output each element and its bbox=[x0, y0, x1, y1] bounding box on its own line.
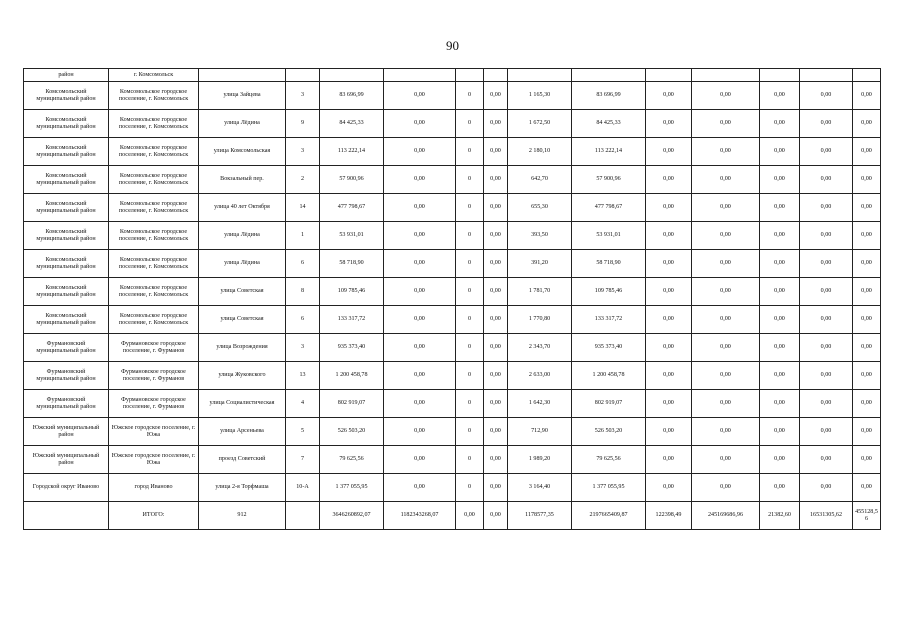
table-cell: 1 770,80 bbox=[508, 306, 572, 334]
table-cell: 935 373,40 bbox=[320, 334, 384, 362]
table-cell: 53 931,01 bbox=[320, 222, 384, 250]
table-cell: 133 317,72 bbox=[320, 306, 384, 334]
table-cell: 0,00 bbox=[484, 334, 508, 362]
table-cell: 0,00 bbox=[646, 166, 692, 194]
table-cell: Городской округ Иваново bbox=[24, 474, 109, 502]
table-cell: 0,00 bbox=[853, 250, 881, 278]
table-cell: 0 bbox=[456, 334, 484, 362]
table-cell: 0,00 bbox=[853, 306, 881, 334]
table-cell: 0,00 bbox=[692, 446, 760, 474]
table-cell: 0 bbox=[456, 418, 484, 446]
total-empty-cell bbox=[286, 502, 320, 530]
table-cell: 0,00 bbox=[853, 138, 881, 166]
table-cell: улица Лёдина bbox=[199, 222, 286, 250]
table-cell: Комсомольский муниципальный район bbox=[24, 166, 109, 194]
table-cell: 0,00 bbox=[853, 110, 881, 138]
table-cell: Комсомольский муниципальный район bbox=[24, 194, 109, 222]
table-cell: 526 503,20 bbox=[572, 418, 646, 446]
table-cell: Комсомольский муниципальный район bbox=[24, 222, 109, 250]
table-cell: 1 377 055,95 bbox=[572, 474, 646, 502]
table-row bbox=[24, 138, 881, 166]
table-cell: 0,00 bbox=[800, 194, 853, 222]
table-cell: 0,00 bbox=[646, 222, 692, 250]
table-cell: 0,00 bbox=[760, 110, 800, 138]
page-number: 90 bbox=[446, 38, 459, 53]
table-cell: 0,00 bbox=[484, 138, 508, 166]
table-cell: проезд Советский bbox=[199, 446, 286, 474]
table-cell: 0,00 bbox=[484, 362, 508, 390]
table-cell: 3 164,40 bbox=[508, 474, 572, 502]
table-row bbox=[24, 69, 881, 82]
table-cell bbox=[199, 69, 286, 82]
table-cell: 0,00 bbox=[760, 362, 800, 390]
table-cell: 0,00 bbox=[384, 418, 456, 446]
table-cell: 0,00 bbox=[760, 474, 800, 502]
table-cell: 0,00 bbox=[853, 474, 881, 502]
table-row bbox=[24, 222, 881, 250]
table-cell: 0,00 bbox=[484, 250, 508, 278]
table-cell: 83 696,99 bbox=[320, 82, 384, 110]
total-value: 0,00 bbox=[456, 502, 484, 530]
table-cell: 0,00 bbox=[760, 446, 800, 474]
table-cell: 8 bbox=[286, 278, 320, 306]
table-cell: 2 bbox=[286, 166, 320, 194]
table-cell: 1 989,20 bbox=[508, 446, 572, 474]
total-value: 122398,49 bbox=[646, 502, 692, 530]
table-cell: 0,00 bbox=[384, 222, 456, 250]
table-cell: Вокзальный пер. bbox=[199, 166, 286, 194]
table-cell: 0 bbox=[456, 194, 484, 222]
table-cell: 0,00 bbox=[760, 334, 800, 362]
table-cell: улица Возрождения bbox=[199, 334, 286, 362]
table-cell: 0,00 bbox=[646, 278, 692, 306]
table-cell: 0,00 bbox=[692, 250, 760, 278]
table-cell: 0,00 bbox=[384, 334, 456, 362]
table-cell: 0,00 bbox=[646, 334, 692, 362]
table-cell: 0,00 bbox=[692, 362, 760, 390]
table-cell: 133 317,72 bbox=[572, 306, 646, 334]
table-cell: 0,00 bbox=[692, 138, 760, 166]
table-cell bbox=[572, 69, 646, 82]
table-cell: 0 bbox=[456, 138, 484, 166]
table-cell: 79 625,56 bbox=[320, 446, 384, 474]
table-row bbox=[24, 82, 881, 110]
table-cell: 0,00 bbox=[692, 474, 760, 502]
table-cell: 109 785,46 bbox=[572, 278, 646, 306]
table-cell bbox=[484, 69, 508, 82]
table-cell: 0,00 bbox=[384, 138, 456, 166]
table-row bbox=[24, 250, 881, 278]
table-cell: Комсомольское городское поселение, г. Комсомольск bbox=[109, 250, 199, 278]
table-cell: Комсомольский муниципальный район bbox=[24, 110, 109, 138]
table-cell: 712,90 bbox=[508, 418, 572, 446]
table-cell: 0,00 bbox=[384, 110, 456, 138]
table-cell: район bbox=[24, 69, 109, 82]
table-cell: 113 222,14 bbox=[572, 138, 646, 166]
table-cell: 5 bbox=[286, 418, 320, 446]
table-cell bbox=[320, 69, 384, 82]
table-cell: улица Жуковского bbox=[199, 362, 286, 390]
table-row bbox=[24, 474, 881, 502]
table-cell: 6 bbox=[286, 306, 320, 334]
table-cell: Фурмановское городское поселение, г. Фурманов bbox=[109, 334, 199, 362]
table-cell: 0,00 bbox=[800, 306, 853, 334]
table-cell: 0 bbox=[456, 222, 484, 250]
table-cell: 0,00 bbox=[484, 446, 508, 474]
table-cell: Комсомольское городское поселение, г. Комсомольск bbox=[109, 138, 199, 166]
table-cell: 1 200 458,78 bbox=[320, 362, 384, 390]
table-cell: 0 bbox=[456, 82, 484, 110]
table-row bbox=[24, 166, 881, 194]
table-cell: 393,50 bbox=[508, 222, 572, 250]
table-cell: 477 798,67 bbox=[320, 194, 384, 222]
table-cell: 0,00 bbox=[760, 250, 800, 278]
table-cell: 0,00 bbox=[800, 446, 853, 474]
table-cell: Фурмановское городское поселение, г. Фурманов bbox=[109, 390, 199, 418]
table-row bbox=[24, 418, 881, 446]
table-cell: 0,00 bbox=[692, 306, 760, 334]
table-cell: 4 bbox=[286, 390, 320, 418]
table-cell bbox=[384, 69, 456, 82]
table-cell: 0,00 bbox=[800, 362, 853, 390]
table-cell: 0,00 bbox=[484, 474, 508, 502]
table-cell bbox=[286, 69, 320, 82]
table-cell: 802 919,07 bbox=[572, 390, 646, 418]
table-row bbox=[24, 390, 881, 418]
table-cell bbox=[692, 69, 760, 82]
total-row bbox=[24, 502, 881, 530]
table-cell: Комсомольский муниципальный район bbox=[24, 138, 109, 166]
table-cell: 0,00 bbox=[692, 418, 760, 446]
total-label: ИТОГО: bbox=[109, 502, 199, 530]
table-cell: 79 625,56 bbox=[572, 446, 646, 474]
table-cell: Фурмановский муниципальный район bbox=[24, 334, 109, 362]
table-cell: 0,00 bbox=[484, 82, 508, 110]
total-value: 2197665409,87 bbox=[572, 502, 646, 530]
table-cell: 0,00 bbox=[484, 166, 508, 194]
table-cell: 0,00 bbox=[384, 166, 456, 194]
table-row bbox=[24, 194, 881, 222]
table-cell: 0,00 bbox=[800, 418, 853, 446]
table-cell: 0,00 bbox=[800, 278, 853, 306]
table-cell: 3 bbox=[286, 138, 320, 166]
table-cell: улица 2-я Торфмаша bbox=[199, 474, 286, 502]
table-cell: 0,00 bbox=[484, 306, 508, 334]
table-cell: 0,00 bbox=[800, 474, 853, 502]
table-cell: 0,00 bbox=[800, 250, 853, 278]
table-cell: 14 bbox=[286, 194, 320, 222]
table-cell: 0,00 bbox=[800, 82, 853, 110]
table-cell: 0,00 bbox=[853, 390, 881, 418]
table-cell: Комсомольское городское поселение, г. Комсомольск bbox=[109, 278, 199, 306]
table-cell: 0,00 bbox=[760, 82, 800, 110]
table-cell: 0,00 bbox=[853, 82, 881, 110]
total-value: 3646260892,07 bbox=[320, 502, 384, 530]
table-cell bbox=[800, 69, 853, 82]
table-cell: 0,00 bbox=[853, 446, 881, 474]
table-cell: 109 785,46 bbox=[320, 278, 384, 306]
table-cell: 1 bbox=[286, 222, 320, 250]
table-cell: 9 bbox=[286, 110, 320, 138]
table-cell: 0,00 bbox=[384, 306, 456, 334]
table-cell: улица Советская bbox=[199, 278, 286, 306]
table-cell: 84 425,33 bbox=[320, 110, 384, 138]
table-cell: 0 bbox=[456, 166, 484, 194]
table-cell bbox=[760, 69, 800, 82]
table-cell: 0,00 bbox=[646, 194, 692, 222]
table-cell: 0 bbox=[456, 278, 484, 306]
table-cell: 0,00 bbox=[646, 390, 692, 418]
table-cell: 0,00 bbox=[646, 362, 692, 390]
table-cell: 0,00 bbox=[760, 390, 800, 418]
table-cell: 53 931,01 bbox=[572, 222, 646, 250]
table-cell: 6 bbox=[286, 250, 320, 278]
table-cell: улица Советская bbox=[199, 306, 286, 334]
table-cell: 0,00 bbox=[484, 390, 508, 418]
table-cell: 3 bbox=[286, 82, 320, 110]
table-cell: улица Комсомольская bbox=[199, 138, 286, 166]
table-cell bbox=[456, 69, 484, 82]
report-table bbox=[23, 68, 881, 530]
table-cell: 1 200 458,78 bbox=[572, 362, 646, 390]
table-cell bbox=[853, 69, 881, 82]
table-cell: 0,00 bbox=[646, 138, 692, 166]
table-cell: Фурмановский муниципальный район bbox=[24, 390, 109, 418]
table-cell: 57 900,96 bbox=[572, 166, 646, 194]
table-cell: 113 222,14 bbox=[320, 138, 384, 166]
table-cell: 0 bbox=[456, 110, 484, 138]
table-cell: 0,00 bbox=[800, 334, 853, 362]
table-cell: 0 bbox=[456, 390, 484, 418]
table-cell: 0,00 bbox=[484, 418, 508, 446]
table-cell: 0,00 bbox=[853, 194, 881, 222]
table-cell: 0,00 bbox=[646, 446, 692, 474]
table-cell: 83 696,99 bbox=[572, 82, 646, 110]
table-cell: 1 165,30 bbox=[508, 82, 572, 110]
table-cell: 58 718,90 bbox=[572, 250, 646, 278]
table-cell: 0,00 bbox=[760, 278, 800, 306]
table-cell: 0,00 bbox=[384, 446, 456, 474]
table-cell: 57 900,96 bbox=[320, 166, 384, 194]
table-cell: 0,00 bbox=[853, 334, 881, 362]
table-cell: 0,00 bbox=[760, 306, 800, 334]
table-cell: 0,00 bbox=[853, 278, 881, 306]
table-row bbox=[24, 334, 881, 362]
table-cell: г. Комсомольск bbox=[109, 69, 199, 82]
table-cell: 935 373,40 bbox=[572, 334, 646, 362]
table-cell: 0,00 bbox=[800, 138, 853, 166]
table-cell: 0,00 bbox=[384, 82, 456, 110]
table-cell: 0 bbox=[456, 362, 484, 390]
table-row bbox=[24, 446, 881, 474]
table-cell: 0,00 bbox=[646, 250, 692, 278]
table-cell: 84 425,33 bbox=[572, 110, 646, 138]
total-empty-cell bbox=[24, 502, 109, 530]
table-cell: Комсомольское городское поселение, г. Комсомольск bbox=[109, 222, 199, 250]
table-cell: 2 633,00 bbox=[508, 362, 572, 390]
table-cell: Фурмановское городское поселение, г. Фурманов bbox=[109, 362, 199, 390]
total-value: 455128,56 bbox=[853, 502, 881, 530]
table-cell: 10-А bbox=[286, 474, 320, 502]
table-cell: 0,00 bbox=[760, 418, 800, 446]
table-cell: Комсомольский муниципальный район bbox=[24, 250, 109, 278]
table-cell: 0,00 bbox=[646, 110, 692, 138]
table-cell: 13 bbox=[286, 362, 320, 390]
table-cell: 2 343,70 bbox=[508, 334, 572, 362]
table-cell: 0,00 bbox=[484, 194, 508, 222]
table-row bbox=[24, 278, 881, 306]
table-cell bbox=[508, 69, 572, 82]
table-cell: 0,00 bbox=[800, 390, 853, 418]
table-cell: 0,00 bbox=[484, 278, 508, 306]
table-cell: 0,00 bbox=[484, 110, 508, 138]
table-cell: 0,00 bbox=[384, 474, 456, 502]
table-cell: 802 919,07 bbox=[320, 390, 384, 418]
table-cell: 0 bbox=[456, 306, 484, 334]
table-cell: 0,00 bbox=[692, 334, 760, 362]
table-cell: 477 798,67 bbox=[572, 194, 646, 222]
table-cell: 526 503,20 bbox=[320, 418, 384, 446]
table-cell: 0,00 bbox=[646, 418, 692, 446]
table-cell bbox=[646, 69, 692, 82]
table-cell: 0,00 bbox=[760, 222, 800, 250]
table-cell: Комсомольское городское поселение, г. Комсомольск bbox=[109, 166, 199, 194]
table-cell: 0,00 bbox=[484, 222, 508, 250]
total-value: 16531305,62 bbox=[800, 502, 853, 530]
table-cell: 0,00 bbox=[384, 390, 456, 418]
table-cell: 0 bbox=[456, 250, 484, 278]
table-cell: 0,00 bbox=[384, 250, 456, 278]
table-body bbox=[24, 69, 881, 530]
table-cell: Комсомольское городское поселение, г. Комсомольск bbox=[109, 306, 199, 334]
table-cell: 1 377 055,95 bbox=[320, 474, 384, 502]
total-value: 1182343268,07 bbox=[384, 502, 456, 530]
table-cell: 0,00 bbox=[760, 194, 800, 222]
table-cell: Комсомольское городское поселение, г. Комсомольск bbox=[109, 194, 199, 222]
table-cell: 2 180,10 bbox=[508, 138, 572, 166]
table-cell: 0,00 bbox=[384, 194, 456, 222]
table-cell: улица Социалистическая bbox=[199, 390, 286, 418]
total-value: 1178577,35 bbox=[508, 502, 572, 530]
table-cell: Южское городское поселение, г. Южа bbox=[109, 446, 199, 474]
table-cell: 0,00 bbox=[853, 418, 881, 446]
total-value: 0,00 bbox=[484, 502, 508, 530]
table-cell: город Иваново bbox=[109, 474, 199, 502]
table-cell: 1 642,30 bbox=[508, 390, 572, 418]
table-row bbox=[24, 110, 881, 138]
table-cell: 0,00 bbox=[384, 362, 456, 390]
table-cell: 0,00 bbox=[853, 222, 881, 250]
table-cell: 0 bbox=[456, 446, 484, 474]
table-cell: 642,70 bbox=[508, 166, 572, 194]
table-cell: 0,00 bbox=[800, 222, 853, 250]
table-cell: улица Лёдина bbox=[199, 250, 286, 278]
table-cell: улица Лёдина bbox=[199, 110, 286, 138]
table-cell: 1 672,50 bbox=[508, 110, 572, 138]
table-row bbox=[24, 306, 881, 334]
table-cell: 7 bbox=[286, 446, 320, 474]
table-cell: Комсомольский муниципальный район bbox=[24, 278, 109, 306]
table-cell: 0,00 bbox=[853, 166, 881, 194]
table-cell: 391,20 bbox=[508, 250, 572, 278]
table-cell: Южский муниципальный район bbox=[24, 418, 109, 446]
table-cell: 58 718,90 bbox=[320, 250, 384, 278]
table-cell: 0,00 bbox=[646, 306, 692, 334]
table-cell: 0,00 bbox=[692, 110, 760, 138]
table-cell: 655,30 bbox=[508, 194, 572, 222]
table-cell: 0,00 bbox=[853, 362, 881, 390]
table-cell: 0,00 bbox=[646, 474, 692, 502]
table-cell: улица Арсеньева bbox=[199, 418, 286, 446]
table-cell: 0,00 bbox=[692, 278, 760, 306]
table-cell: 0,00 bbox=[692, 222, 760, 250]
table-cell: 0,00 bbox=[692, 390, 760, 418]
table-cell: 0,00 bbox=[760, 138, 800, 166]
total-value: 245169686,96 bbox=[692, 502, 760, 530]
table-cell: улица 40 лет Октября bbox=[199, 194, 286, 222]
table-cell: Комсомольский муниципальный район bbox=[24, 306, 109, 334]
table-cell: Южский муниципальный район bbox=[24, 446, 109, 474]
table-cell: 0,00 bbox=[384, 278, 456, 306]
table-cell: 1 781,70 bbox=[508, 278, 572, 306]
table-cell: 0,00 bbox=[800, 110, 853, 138]
table-cell: 0,00 bbox=[646, 82, 692, 110]
table-cell: Комсомольское городское поселение, г. Комсомольск bbox=[109, 110, 199, 138]
table-cell: улица Зайцева bbox=[199, 82, 286, 110]
total-count: 912 bbox=[199, 502, 286, 530]
table-cell: 0,00 bbox=[692, 194, 760, 222]
table-cell: Комсомольский муниципальный район bbox=[24, 82, 109, 110]
table-cell: Комсомольское городское поселение, г. Комсомольск bbox=[109, 82, 199, 110]
table-cell: 0,00 bbox=[692, 82, 760, 110]
table-cell: 0 bbox=[456, 474, 484, 502]
table-cell: 0,00 bbox=[692, 166, 760, 194]
table-cell: 0,00 bbox=[800, 166, 853, 194]
table-cell: Фурмановский муниципальный район bbox=[24, 362, 109, 390]
table-cell: Южское городское поселение, г. Южа bbox=[109, 418, 199, 446]
table-cell: 3 bbox=[286, 334, 320, 362]
table-row bbox=[24, 362, 881, 390]
total-value: 21382,60 bbox=[760, 502, 800, 530]
table-cell: 0,00 bbox=[760, 166, 800, 194]
